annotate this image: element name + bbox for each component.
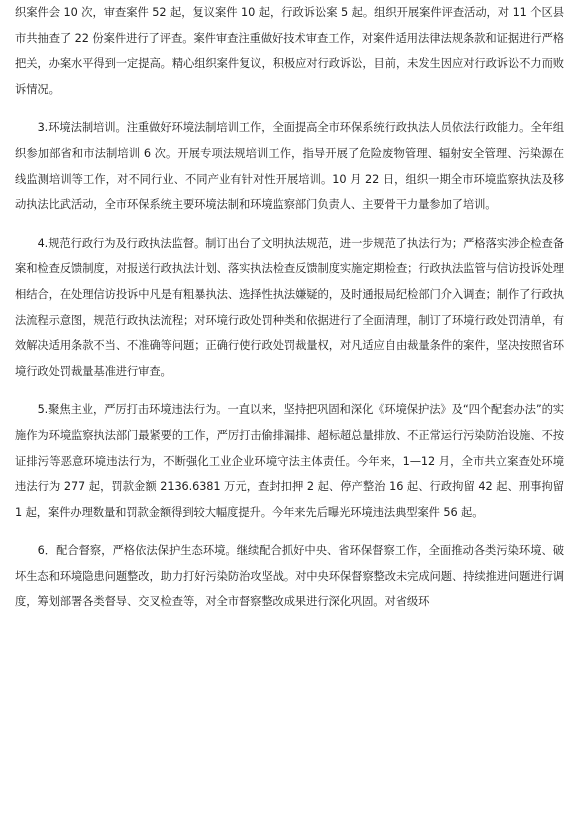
paragraph-enforcement-supervision: 4.规范行政行为及行政执法监督。制订出台了文明执法规范，进一步规范了执法行为；严格落实涉企检查备案和检查反馈制度，对报送行政执法计划、落实执法检查反馈制度实施定期检查；行政执法监管与信访投诉处理相结合，在处理信访投诉中凡是有粗暴执法、选择性执法嫌疑的，及时通报局纪检部门介入调查；制作了行政执法流程示意图，规范行政执法流程；对环境行政处罚种类和依据进行了全面清理，制订了环境行政处罚清单，有效解决适用条款不当、不准确等问题；正确行使行政处罚裁量权，对凡适应自由裁量条件的案件，坚决按照省环境行政处罚裁量基准进行审查。: [15, 236, 564, 378]
paragraph-crackdown-violations: 5.聚焦主业，严厉打击环境违法行为。一直以来，坚持把巩固和深化《环境保护法》及“四个配套办法”的实施作为环境监察执法部门最紧要的工作，严厉打击偷排漏排、超标超总量排放、不正常运行污染防治设施、不按证排污等恶意环境违法行为，不断强化工业企业环境守法主体责任。今年来，1—12 月，全市共立案查处环境违法行为 277 起，罚款金额 2136.6381 万元，查封扣押 2 起、停产整治 16 起、行政拘留 42 起、刑事拘留 1 起，案件办理数量和罚款金额得到较大幅度提升。今年来先后曝光环境违法典型案件 56 起。: [15, 403, 564, 519]
paragraph-case-review: 织案件会 10 次，审查案件 52 起，复议案件 10 起，行政诉讼案 5 起。组织开展案件评查活动，对 11 个区县市共抽查了 22 份案件进行了评查。案件审查注重做好技术审查工作，对案件适用法律法规条款和证据进行严格把关，办案水平得到一定提高。精心组织案件复议，积极应对行政诉讼，目前，未发生因应对行政诉讼不力而败诉情况。: [15, 6, 564, 96]
paragraph-legal-training: 3.环境法制培训。注重做好环境法制培训工作，全面提高全市环保系统行政执法人员依法行政能力。全年组织参加部省和市法制培训 6 次。开展专项法规培训工作，指导开展了危险废物管理、辐射安全管理、污染源在线监测培训等工作，对不同行业、不同产业有针对性开展培训。10 月 22 日，组织一期全市环境监察执法及移动执法比武活动，全市环保系统主要环境法制和环境监察部门负责人、主要骨干力量参加了培训。: [15, 121, 564, 212]
paragraph-inspection-cooperation: 6．配合督察，严格依法保护生态环境。继续配合抓好中央、省环保督察工作，全面推动各类污染环境、破坏生态和环境隐患问题整改，助力打好污染防治攻坚战。对中央环保督察整改未完成问题、持续推进问题进行调度，筹划部署各类督导、交叉检查等，对全市督察整改成果进行深化巩固。对省级环: [15, 544, 564, 609]
